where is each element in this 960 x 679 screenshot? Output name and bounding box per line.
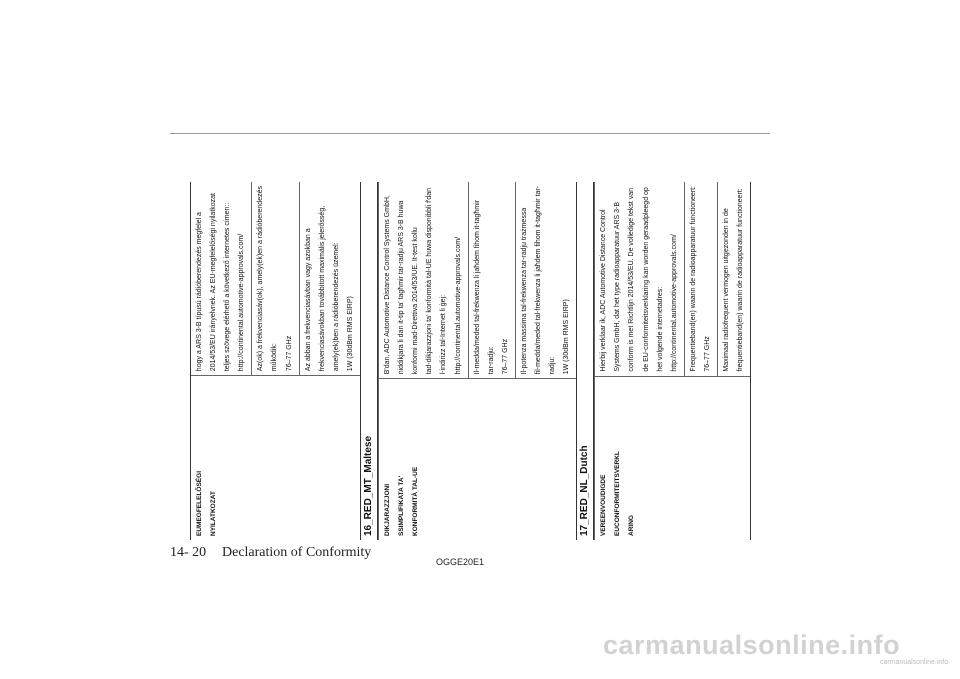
text-line: fil-medda/meded tal-frekwenza li jaħdem fihom it-tagħmir tar- — [534, 186, 542, 375]
table-cell — [379, 182, 468, 378]
table-cell — [191, 182, 251, 375]
text-line: hogy a ARS 3-B típusú rádióberendezés megfelel a — [196, 212, 203, 372]
table-cell — [595, 182, 684, 376]
table-row-nl — [594, 182, 750, 540]
watermark: carmanualsonline.info — [603, 630, 901, 660]
text-line: 1W (30dBm RMS EIRP) — [563, 299, 571, 375]
table-row-hu — [191, 182, 360, 540]
row-label-hu — [191, 375, 360, 540]
text-line: B'dan, ADC Automotive Distance Control Systems GmbH, — [384, 195, 392, 375]
table-row-mt — [378, 182, 576, 540]
text-line: http://continental.automotive-approvals.com/ — [238, 233, 246, 372]
row-label-mt — [379, 378, 576, 540]
text-line: Az abban a frekvenciasávban vagy azokban a — [304, 228, 312, 372]
label-line: EUCONFORMITEITSVERKL — [614, 451, 622, 536]
label-line: NYILATKOZAT — [210, 491, 217, 536]
text-line: Systems GmbH, dat het type radioapparatuur ARS 3-B — [614, 201, 622, 372]
text-line: het volgende internetadres: — [656, 286, 664, 372]
table-cell — [684, 182, 717, 376]
text-line: 76–77 GHz — [703, 336, 711, 372]
text-line: http://continental.automotive-approvals.com/ — [670, 234, 678, 372]
text-line: 76–77 GHz — [501, 338, 509, 375]
text-line: Frequentieband(en) waarin de radioapparatuur functioneert: — [689, 186, 697, 372]
conformity-table — [190, 182, 751, 540]
text-line: működik: — [271, 343, 279, 372]
section-header-mt: 16_RED_MT_Maltese — [360, 182, 378, 540]
table-cell — [717, 182, 750, 376]
text-line: Az(ok) a frekvenciasáv(ok), amely(ek)en a rádióberendezés — [257, 186, 265, 372]
text-line: tad-dikjarazzjoni ta' konformità tal-UE huwa disponibbli f'dan — [426, 187, 434, 375]
text-line: Il-medda/meded tal-frekwenza li jaħdem fihom it-tagħmir — [473, 200, 481, 375]
text-line: conform is met Richtlijn 2014/53/EU. De volledige tekst van — [628, 187, 636, 372]
text-line: niddikjara li dan it-tip ta' tagħmir tar-radju ARS 3-B huwa — [398, 200, 406, 375]
label-line: KONFORMITÀ TAL-UE — [412, 466, 420, 536]
row-cells-mt — [379, 182, 576, 378]
header-rule — [170, 133, 770, 134]
text-line: teljes szövege elérhető a következő internetes címen:: — [224, 202, 232, 372]
rotated-table-wrapper — [190, 182, 770, 540]
section-header-nl: 17_RED_NL_Dutch — [576, 182, 594, 540]
label-line: SSIMPLIFIKATA TA' — [398, 475, 406, 536]
watermark-small: carmanualsonline.info — [880, 659, 949, 666]
row-cells-hu — [191, 182, 360, 375]
text-line: Maximaal radiofrequent vermogen uitgezonden in de — [723, 208, 730, 372]
label-line: ARING — [628, 515, 636, 536]
page-number: 14- 20 — [170, 545, 207, 560]
table-cell — [299, 182, 360, 375]
text-line: 2014/53/EU irányelvnek. Az EU-megfelelőségi nyilatkozat — [210, 192, 218, 372]
section-title: Declaration of Conformity — [222, 545, 372, 560]
text-line: http://continental.automotive-approvals.com/ — [454, 236, 462, 375]
text-line: frekvenciasávokban továbbított maximális jelerősség, — [318, 205, 326, 372]
table-cell — [515, 182, 576, 378]
text-line: konformi mad-Direttiva 2014/53/UE. It-test kollu — [412, 227, 420, 375]
text-line: radju: — [549, 356, 557, 375]
label-line: EUMEGFELELŐSÉGI — [196, 470, 203, 536]
doc-code: OGGE20E1 — [436, 557, 485, 567]
row-cells-nl — [595, 182, 750, 376]
text-line: amely(ek)ben a rádióberendezés üzemel: — [332, 242, 340, 372]
text-line: Hierbij verklaar ik, ADC Automotive Distance Control — [600, 209, 608, 372]
row-label-nl — [595, 376, 750, 540]
label-line: DIKJARAZZJONI — [384, 483, 392, 536]
text-line: de EU-conformiteitsverklaring kan worden geraadpleegd op — [642, 187, 650, 372]
label-line: VEREENVOUDIGDE — [600, 474, 608, 536]
text-line: tar-radju: — [487, 346, 495, 375]
text-line: 76–77 GHz — [285, 335, 293, 372]
text-line: Il-potenza massima tal-frekwenza tar-radju trażmessa — [520, 207, 528, 375]
table-cell — [468, 182, 515, 378]
text-line: frequentieband(en) waarin de radioapparatuur functioneert: — [737, 188, 745, 372]
text-line: 1W (30dBm RMS EIRP) — [346, 296, 354, 372]
text-line: l-indirizz tal-Internet li ġej: — [440, 294, 448, 375]
table-cell — [251, 182, 298, 375]
